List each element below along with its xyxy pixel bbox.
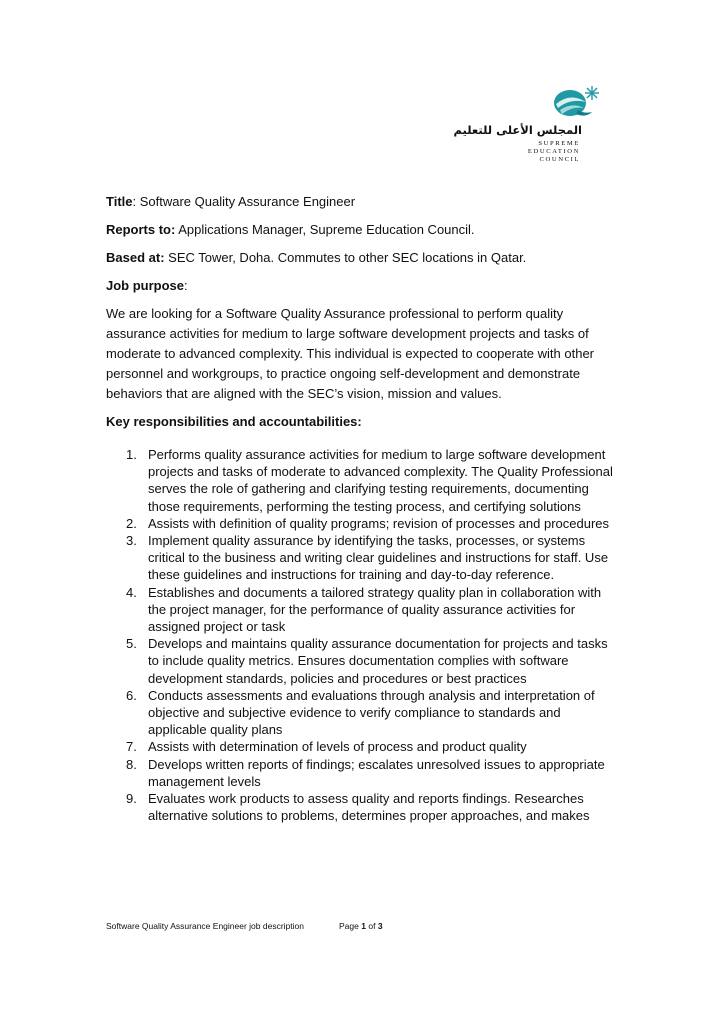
list-item-text: Assists with determination of levels of process and product quality (148, 739, 527, 755)
footer-total-pages: 3 (377, 921, 383, 931)
footer-page-word: Page (339, 921, 359, 931)
job-purpose-colon: : (184, 278, 188, 293)
sec-logo (453, 84, 614, 168)
responsibilities-list (106, 446, 618, 824)
list-item-text: Assists with definition of quality programs; revision of processes and procedures (148, 515, 609, 531)
list-item-text: Conducts assessments and evaluations through analysis and interpretation of objective and subjective evidence to verify compliance to standards and applicable quality plans (148, 687, 595, 738)
list-item-text: Evaluates work products to assess quality and reports findings. Researches alternative solutions to problems, determines proper approaches, and makes (148, 791, 590, 824)
list-item (106, 738, 618, 755)
list-item-number: 6. (126, 687, 137, 703)
job-purpose-heading (106, 276, 618, 296)
list-item-number: 7. (126, 739, 137, 755)
list-item (106, 446, 618, 515)
list-item (106, 687, 618, 739)
list-item-number: 2. (126, 515, 137, 531)
page-footer (106, 921, 383, 931)
based-at-value: SEC Tower, Doha. Commutes to other SEC locations in Qatar. (164, 250, 527, 265)
list-item (106, 790, 618, 824)
logo-english-line-3: COUNCIL (539, 156, 580, 163)
list-item-text: Establishes and documents a tailored strategy quality plan in collaboration with the project manager, for the performance of quality assurance activities for assigned project or task (148, 584, 602, 635)
list-item (106, 635, 618, 687)
list-item-text: Develops written reports of findings; escalates unresolved issues to appropriate management levels (148, 756, 605, 789)
list-item-number: 8. (126, 756, 137, 772)
reports-to-value: Applications Manager, Supreme Education Council. (175, 222, 475, 237)
list-item-number: 5. (126, 636, 137, 652)
job-purpose-label: Job purpose (106, 278, 185, 293)
title-value: : Software Quality Assurance Engineer (132, 194, 356, 209)
list-item-number: 1. (126, 447, 137, 462)
list-item (106, 532, 618, 584)
sec-emblem-icon (546, 84, 604, 124)
logo-english-line-1: SUPREME (538, 140, 580, 147)
list-item (106, 515, 618, 532)
title-label: Title (106, 194, 133, 209)
reports-to-label: Reports to: (106, 222, 176, 237)
footer-document-title: Software Quality Assurance Engineer job description (106, 921, 304, 931)
list-item (106, 756, 618, 790)
logo-arabic-text: المجلس الأعلى للتعليم (453, 123, 582, 137)
footer-current-page: 1 (361, 921, 366, 931)
list-item-number: 9. (126, 791, 137, 807)
job-purpose-text: We are looking for a Software Quality Assurance professional to perform quality assurance activities for medium to large software development projects and tasks of moderate to advanced complexity. This individual is expected to cooperate with other personnel and workgroups, to practice ongoing self-development and demonstrate behaviors that are aligned with the SEC’s vision, mission and values. (106, 306, 595, 401)
responsibilities-heading (106, 412, 618, 432)
based-at-line (106, 248, 618, 268)
list-item-text: Develops and maintains quality assurance documentation for projects and tasks to include quality metrics. Ensures documentation complies with software development standards, policies and procedures or best practices (148, 636, 608, 686)
footer-of-word: of (368, 921, 376, 931)
list-item-number: 3. (126, 533, 137, 549)
based-at-label: Based at: (106, 250, 165, 265)
reports-to-line (106, 220, 618, 240)
list-item (106, 584, 618, 636)
logo-english-line-2: EDUCATION (527, 148, 580, 155)
list-item-text: Implement quality assurance by identifying the tasks, processes, or systems critical to the business and writing clear guidelines and instructions for staff. Use these guidelines and instructions for training and day-to-day reference. (148, 533, 609, 583)
job-description-body (106, 192, 618, 824)
list-item-number: 4. (126, 584, 137, 600)
responsibilities-heading-label: Key responsibilities and accountabilities: (106, 414, 362, 429)
title-line (106, 192, 618, 212)
list-item-text: Performs quality assurance activities for medium to large software development projects and tasks of moderate to advanced complexity. The Quality Professional serves the role of gathering and clarifying testing requirements, documenting those requirements, performing the testing process, and certifying solutions (148, 447, 613, 514)
footer-page-number (339, 921, 383, 931)
